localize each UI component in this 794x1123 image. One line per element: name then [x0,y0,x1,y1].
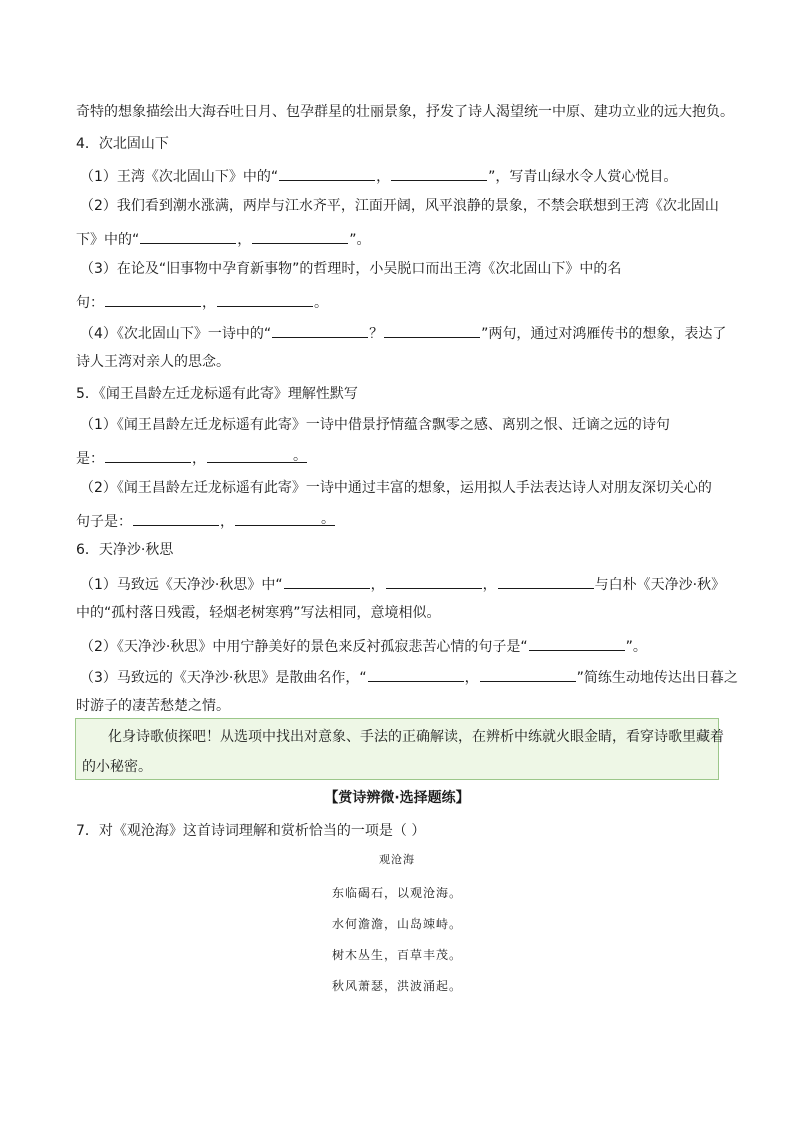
q6-part2-text-a: （2）《天净沙·秋思》中用宁静美好的景色来反衬孤寂悲苦心情的句子是“ [80,639,528,655]
q6-part1-sep: ， [370,577,385,593]
poem-line: 秋风萧瑟，洪波涌起。 [331,979,462,993]
poem-title: 观沧海 [379,853,415,866]
q4-part4-sep: ？ [369,326,384,342]
q6-part1-line2: 中的“孤村落日残霞，轻烟老树寒鸦”写法相同，意境相似。 [76,605,441,621]
answer-blank[interactable] [252,227,348,244]
q6-part3-line1 [80,665,738,688]
q4-title: 4．次北固山下 [76,136,169,152]
q4-part3-line2 [76,290,328,313]
q4-part3-text-a: 句： [76,295,104,311]
q4-part2-line1: （2）我们看到潮水涨满，两岸与江水齐平，江面开阔，风平浪静的景象，不禁会联想到王湾《次北固山 [80,198,719,214]
poem-line: 水何澹澹，山岛竦峙。 [331,917,462,931]
q4-part4-text-a: （4）《次北固山下》一诗中的“ [80,326,272,342]
answer-blank[interactable] [217,290,313,307]
q4-part3-sep: ， [202,295,216,311]
q6-part1-text-a: （1）马致远《天净沙·秋思》中“ [80,577,283,593]
q7-stem: 7．对《观沧海》这首诗词理解和赏析恰当的一项是（ ） [76,823,426,839]
answer-blank[interactable] [284,572,370,589]
q6-part2 [80,634,647,657]
q6-part3-text-b: ”简练生动地传达出日暮之 [576,670,738,686]
answer-blank[interactable] [384,321,480,338]
q6-part3-line2: 时游子的凄苦愁楚之情。 [76,698,230,714]
answer-blank[interactable] [272,321,368,338]
tip-callout [75,718,724,780]
q6-title: 6．天净沙·秋思 [76,542,174,558]
answer-blank[interactable] [529,634,625,651]
q4-part2-sep: ， [237,232,252,248]
q4-part4-line2: 诗人王湾对亲人的思念。 [76,354,230,370]
q4-part3-text-b: 。 [314,295,328,311]
q4-part3-line1: （3）在论及“旧事物中孕育新事物”的哲理时，小吴脱口而出王湾《次北固山下》中的名 [80,261,622,277]
q5-part1-line2 [76,446,308,469]
q6-part1-text-b: 与白朴《天净沙·秋》 [594,577,726,593]
answer-blank[interactable] [105,290,201,307]
q4-part4-text-b: ”两句，通过对鸿雁传书的想象，表达了 [481,326,727,342]
answer-blank[interactable] [480,665,576,682]
answer-blank[interactable] [498,572,594,589]
q5-part2-text-a: 句子是： [76,514,132,530]
q5-title: 5．《闻王昌龄左迁龙标遥有此寄》理解性默写 [76,386,358,402]
intro-line: 奇特的想象描绘出大海吞吐日月、包孕群星的壮丽景象，抒发了诗人渴望统一中原、建功立业的远大抱负。 [76,104,734,120]
answer-blank[interactable] [133,509,219,526]
answer-blank[interactable] [140,227,236,244]
section-heading: 【赏诗辨微·选择题练】 [324,790,470,806]
poem-line: 东临碣石，以观沧海。 [331,886,462,900]
q6-part2-text-b: ”。 [625,639,647,655]
q4-part1 [80,164,677,187]
q4-part2-text-a: 下》中的“ [76,232,140,248]
answer-blank[interactable] [386,572,482,589]
q6-part3-sep: ， [464,670,479,686]
q5-part1-end: 。 [293,448,307,464]
q5-part2-line1: （2）《闻王昌龄左迁龙标遥有此寄》一诗中通过丰富的想象，运用拟人手法表达诗人对朋友深切关心的 [80,480,712,496]
answer-blank[interactable] [207,446,307,463]
q4-part1-text-a: （1）王湾《次北固山下》中的“ [80,169,279,185]
q6-part1-line1 [80,572,725,595]
answer-blank[interactable] [105,446,191,463]
answer-blank[interactable] [368,665,464,682]
q5-part2-end: 。 [321,511,335,527]
poem-line: 树木丛生，百草丰茂。 [331,948,462,962]
q5-part1-sep: ， [192,451,206,467]
q5-part1-text-a: 是： [76,451,104,467]
q4-part4-line1 [80,321,726,344]
q5-part1-line1: （1）《闻王昌龄左迁龙标遥有此寄》一诗中借景抒情蕴含飘零之感、离别之恨、迁谪之远的诗句 [80,417,670,433]
q6-part3-text-a: （3）马致远的《天净沙·秋思》是散曲名作，“ [80,670,367,686]
q4-part2-line2 [76,227,371,250]
q5-part2-sep: ， [220,514,234,530]
answer-blank[interactable] [391,164,487,181]
q5-part2-line2 [76,509,336,532]
answer-blank[interactable] [235,509,335,526]
q4-part1-sep: ， [376,169,391,185]
q4-part2-text-b: ”。 [349,232,371,248]
callout-line2: 的小秘密。 [82,759,152,775]
callout-line1: 化身诗歌侦探吧！从选项中找出对意象、手法的正确解读，在辨析中练就火眼金睛，看穿诗歌里藏着 [108,729,724,745]
answer-blank[interactable] [279,164,375,181]
q4-part1-text-b: ”，写青山绿水令人赏心悦目。 [488,169,678,185]
q6-part1-sep-2: ， [482,577,497,593]
